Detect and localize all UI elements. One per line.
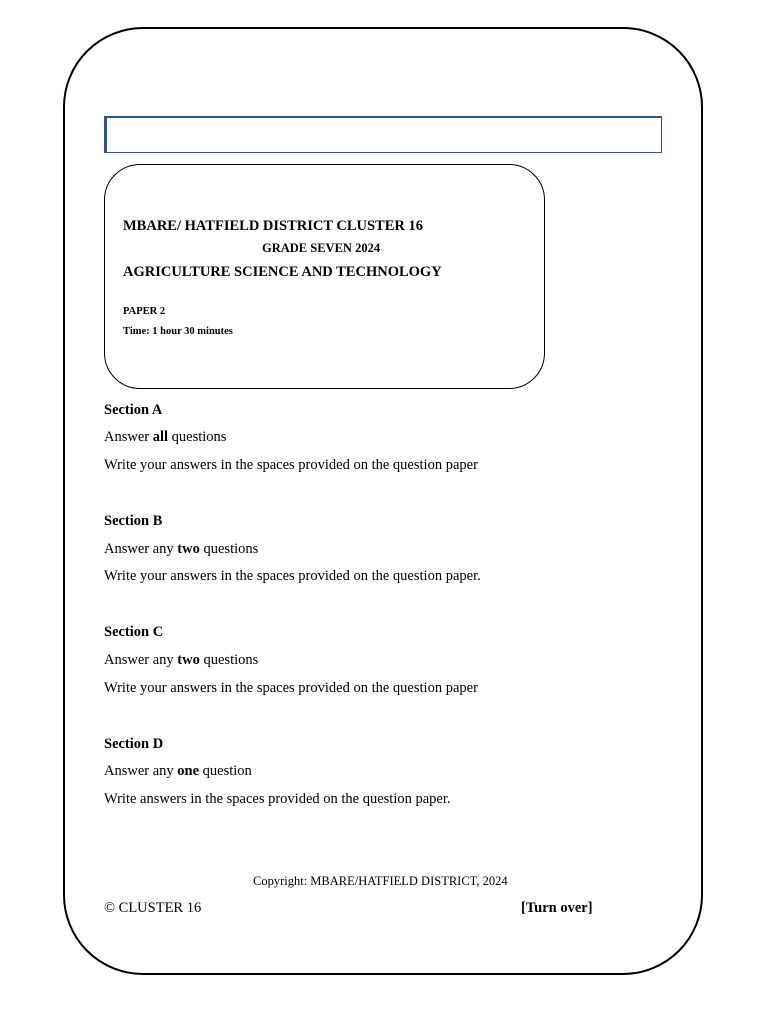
section-a-answer: Answer all questions: [104, 429, 227, 445]
section-c-instruction: Write your answers in the spaces provided on the question paper: [104, 680, 478, 696]
section-c-answer: Answer any two questions: [104, 652, 259, 668]
district-title: MBARE/ HATFIELD DISTRICT CLUSTER 16: [123, 218, 423, 234]
time-allowed: Time: 1 hour 30 minutes: [123, 326, 233, 337]
cluster-label: © CLUSTER 16: [104, 900, 202, 916]
section-b-answer: Answer any two questions: [104, 541, 259, 557]
section-a-title: Section A: [104, 402, 163, 418]
copyright-notice: Copyright: MBARE/HATFIELD DISTRICT, 2024: [253, 874, 508, 888]
section-d-answer: Answer any one question: [104, 763, 252, 779]
section-d-instruction: Write answers in the spaces provided on the question paper.: [104, 791, 451, 807]
section-a-instruction: Write your answers in the spaces provided on the question paper: [104, 457, 478, 473]
paper-number: PAPER 2: [123, 306, 166, 317]
section-b-instruction: Write your answers in the spaces provided on the question paper.: [104, 568, 481, 584]
title-bar-empty: [104, 116, 662, 153]
section-d-title: Section D: [104, 736, 164, 752]
section-c-title: Section C: [104, 624, 164, 640]
grade-label: GRADE SEVEN 2024: [262, 241, 381, 255]
subject-title: AGRICULTURE SCIENCE AND TECHNOLOGY: [123, 264, 442, 280]
section-b-title: Section B: [104, 513, 163, 529]
turn-over-label: [Turn over]: [521, 900, 593, 916]
